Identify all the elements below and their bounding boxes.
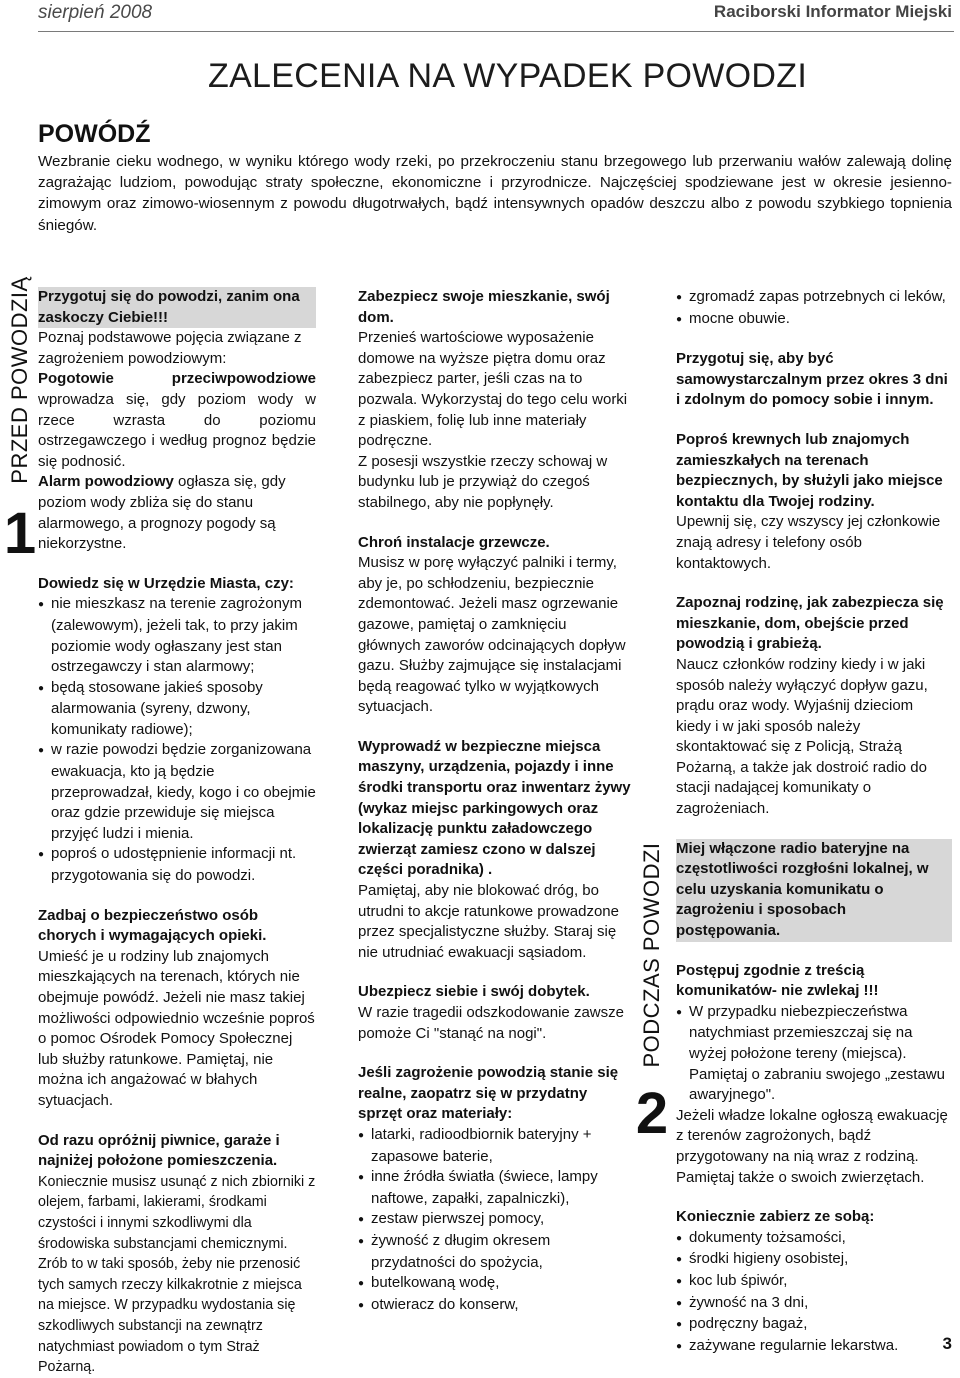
- paragraph: Musisz w porę wyłączyć palniki i termy, aby je, po schłodzeniu, bezpiecznie zdemontować. Jeżeli masz ogrzewanie gazowe, pamiętaj o zamknięciu głównych zaworów odcinających dopływ gazu. Służby zajmujące się instalacjami będą reagować tylko w wyjątkowych sytuacjach.: [358, 554, 626, 716]
- list-item: ● w razie powodzi będzie zorganizowana ewakuacja, kto ją będzie przeprowadzał, kiedy, kogo i co obejmie oraz gdzie przewiduje się miejsca przyjęć ludzi i mienia.: [38, 740, 316, 844]
- side-label-before: PRZED POWODZIĄ: [7, 276, 32, 484]
- list-item: ● środki higieny osobistej,: [676, 1249, 952, 1271]
- heading-insurance: Ubezpiecz siebie i swój dobytek.: [358, 983, 590, 1001]
- list-item: ● żywność na 3 dni,: [676, 1293, 952, 1315]
- heading-heating: Chroń instalacje grzewcze.: [358, 533, 550, 551]
- publication-name: Raciborski Informator Miejski: [713, 2, 952, 21]
- heading-contacts: Poproś krewnych lub znajomych zamieszkałych na terenach bezpiecznych, by służyli jako miejsce kontaktu dla Twojej rodziny.: [676, 430, 943, 510]
- heading-prepare: Przygotuj się do powodzi, zanim ona zaskoczy Ciebie!!!: [38, 287, 316, 328]
- heading-family: Zapoznaj rodzinę, jak zabezpiecza się mieszkanie, dom, obejście przed powodzią i grabieżą.: [676, 594, 944, 653]
- heading-secure-home: Zabezpiecz swoje mieszkanie, swój dom.: [358, 288, 610, 326]
- list-item: ● poproś o udostępnienie informacji nt. przygotowania się do powodzi.: [38, 844, 316, 886]
- column-1: [38, 287, 316, 1378]
- section-title: POWÓDŹ: [38, 120, 151, 148]
- list-item: ● podręczny bagaż,: [676, 1314, 952, 1336]
- heading-city-hall: Dowiedz się w Urzędzie Miasta, czy:: [38, 574, 294, 592]
- heading-self-sufficient: Przygotuj się, aby być samowystarczalnym przez okres 3 dni i zdolnym do pomocy sobie i innym.: [676, 350, 948, 409]
- list-item: ● otwieracz do konserw,: [358, 1295, 632, 1317]
- paragraph: Umieść je u rodziny lub znajomych mieszkających na terenach, których nie obejmuje powódź. Jeżeli nie masz takiej możliwości odpowiednio wcześnie poproś o pomoc Ośrodek Pomocy Społecznej lub służby ratunkowe. Pamiętaj, nie można ich angażować w błahych sytuacjach.: [38, 947, 315, 1109]
- side-number-during: 2: [635, 1081, 669, 1146]
- heading-take-along: Koniecznie zabierz ze sobą:: [676, 1208, 875, 1226]
- list-item: ● zgromadź zapas potrzebnych ci leków,: [676, 287, 952, 309]
- definition: ogłasza się, gdy poziom wody zbliża się do stanu alarmowego, a prognozy pogody są niekorzystne.: [38, 473, 286, 553]
- paragraph: Naucz członków rodziny kiedy i w jaki sposób należy wyłączyć dopływ gazu, prądu oraz wody. Wyjaśnij dzieciom kiedy i w jaki sposób należy skontaktować się z Policją, Strażą Pożarną, a także jak dostroić radio do stacji nadającej komunikaty o zagrożeniach.: [676, 655, 928, 818]
- list-item: ● zażywane regularnie lekarstwa.: [676, 1336, 952, 1358]
- column-2: [358, 287, 632, 1316]
- heading-follow: Postępuj zgodnie z treścią komunikatów- nie zwlekaj !!!: [676, 961, 879, 1000]
- term: Pogotowie przeciwpowodziowe: [38, 370, 316, 388]
- list-item: ● będą stosowane jakieś sposoby alarmowania (syreny, dzwony, komunikaty radiowe);: [38, 678, 316, 741]
- list-item: ● żywność z długim okresem przydatności do spożycia,: [358, 1231, 632, 1273]
- paragraph: Pamiętaj, aby nie blokować dróg, bo utrudni to akcje ratunkowe prowadzone przez specjalistyczne służby. Staraj się nie utrudniać ewakuacji sąsiadom.: [358, 882, 619, 961]
- heading-supplies: Jeśli zagrożenie powodzią stanie się realne, zaopatrz się w przydatny sprzęt oraz materiały:: [358, 1064, 619, 1123]
- definition-pogotowie: [38, 369, 316, 472]
- paragraph: Przenieś wartościowe wyposażenie domowe na wyższe piętra domu oraz zabezpiecz parter, jeśli czas na to pozwala. Wykorzystaj do tego celu worki z piaskiem, folię lub inne materiały podręczne.: [358, 329, 628, 450]
- list-item: ● mocne obuwie.: [676, 309, 952, 331]
- paragraph: Upewnij się, czy wszyscy jej członkowie znają adresy i telefony osób kontaktowych.: [676, 513, 941, 572]
- definition: wprowadza się, gdy poziom wody w rzece wzrasta do poziomu ostrzegawczego i według prognoz będzie się podnosić.: [38, 390, 316, 470]
- paragraph: Pamiętaj także o swoich zwierzętach.: [676, 1168, 925, 1186]
- page-number: 3: [942, 1334, 952, 1353]
- column-3: [676, 287, 952, 1357]
- list-item: ● nie mieszkasz na terenie zagrożonym (zalewowym), jeżeli tak, to przy jakim poziomie wody ogłaszany jest stan ostrzegawczy i stan alarmowy;: [38, 594, 316, 677]
- page-title: ZALECENIA NA WYPADEK POWODZI: [208, 57, 808, 95]
- list-item: ● koc lub śpiwór,: [676, 1271, 952, 1293]
- header-divider: [38, 31, 954, 32]
- heading-care: Zadbaj o bezpieczeństwo osób chorych i wymagających opieki.: [38, 906, 267, 945]
- term: Alarm powodziowy: [38, 473, 174, 491]
- list-item: ● butelkowaną wodę,: [358, 1273, 632, 1295]
- paragraph: Koniecznie musisz usunąć z nich zbiorniki z olejem, farbami, lakierami, środkami czystości i innymi szkodliwymi dla środowiska substancjami chemicznymi. Zrób to w taki sposób, żeby nie przenosić tych samych rzeczy kilkakrotnie z miejsca na miejsce. W przypadku wydostania się szkodliwych substancji na zewnątrz natychmiast powiadom o tym Straż Pożarną.: [38, 1173, 316, 1376]
- list-item: ● dokumenty tożsamości,: [676, 1228, 952, 1250]
- paragraph: Jeżeli władze lokalne ogłoszą ewakuację z terenów zagrożonych, bądź przygotowany na nią wraz z rodziną.: [676, 1106, 948, 1165]
- heading-machines: Wyprowadź w bezpieczne miejsca maszyny, urządzenia, pojazdy i inne środki transportu oraz inwentarz żywy (wykaz miejsc parkingowych oraz lokalizację punktu załadowczego zwierząt zamiesz czono w dalszej części poradnika) .: [358, 737, 631, 879]
- side-number-before: 1: [3, 501, 37, 566]
- paragraph: W razie tragedii odszkodowanie zawsze pomoże Ci "stanąć na nogi".: [358, 1004, 624, 1042]
- paragraph: Z posesji wszystkie rzeczy schowaj w budynku lub je przywiąż do czegoś stabilnego, aby nie popłynęły.: [358, 452, 608, 511]
- issue-date: sierpień 2008: [38, 2, 153, 23]
- definition-alarm: [38, 472, 316, 554]
- heading-basements: Od razu opróżnij piwnice, garaże i najniżej położone pomieszczenia.: [38, 1131, 280, 1170]
- list-item: ● W przypadku niebezpieczeństwa natychmiast przemieszczaj się na wyżej położone tereny (miejsca). Pamiętaj o zabraniu swojego „zestawu awaryjnego".: [676, 1002, 952, 1106]
- intro-paragraph: Wezbranie cieku wodnego, w wyniku którego wody rzeki, po przekroczeniu stanu brzegowego lub przerwaniu wałów zalewają dolinę zagrażając ludziom, powodując straty społeczne, ekonomiczne i przyrodnicze. Najczęściej spodziewane jest w okresie jesienno-zimowym oraz zimowo-wiosennym z powodu długotrwałych, bądź intensywnych opadów deszczu albo z powodu szybkiego topnienia śniegów.: [38, 153, 952, 234]
- heading-radio: Miej włączone radio bateryjne na częstotliwości rozgłośni lokalnej, w celu uzyskania komunikatu o zagrożeniu i sposobach postępowania.: [676, 839, 952, 942]
- list-item: ● zestaw pierwszej pomocy,: [358, 1209, 632, 1231]
- list-item: ● inne źródła światła (świece, lampy naftowe, zapałki, zapalniczki),: [358, 1167, 632, 1209]
- paragraph: Poznaj podstawowe pojęcia związane z zagrożeniem powodziowym:: [38, 329, 302, 367]
- list-item: ● latarki, radioodbiornik bateryjny + zapasowe baterie,: [358, 1125, 632, 1167]
- side-label-during: PODCZAS POWODZI: [639, 842, 664, 1068]
